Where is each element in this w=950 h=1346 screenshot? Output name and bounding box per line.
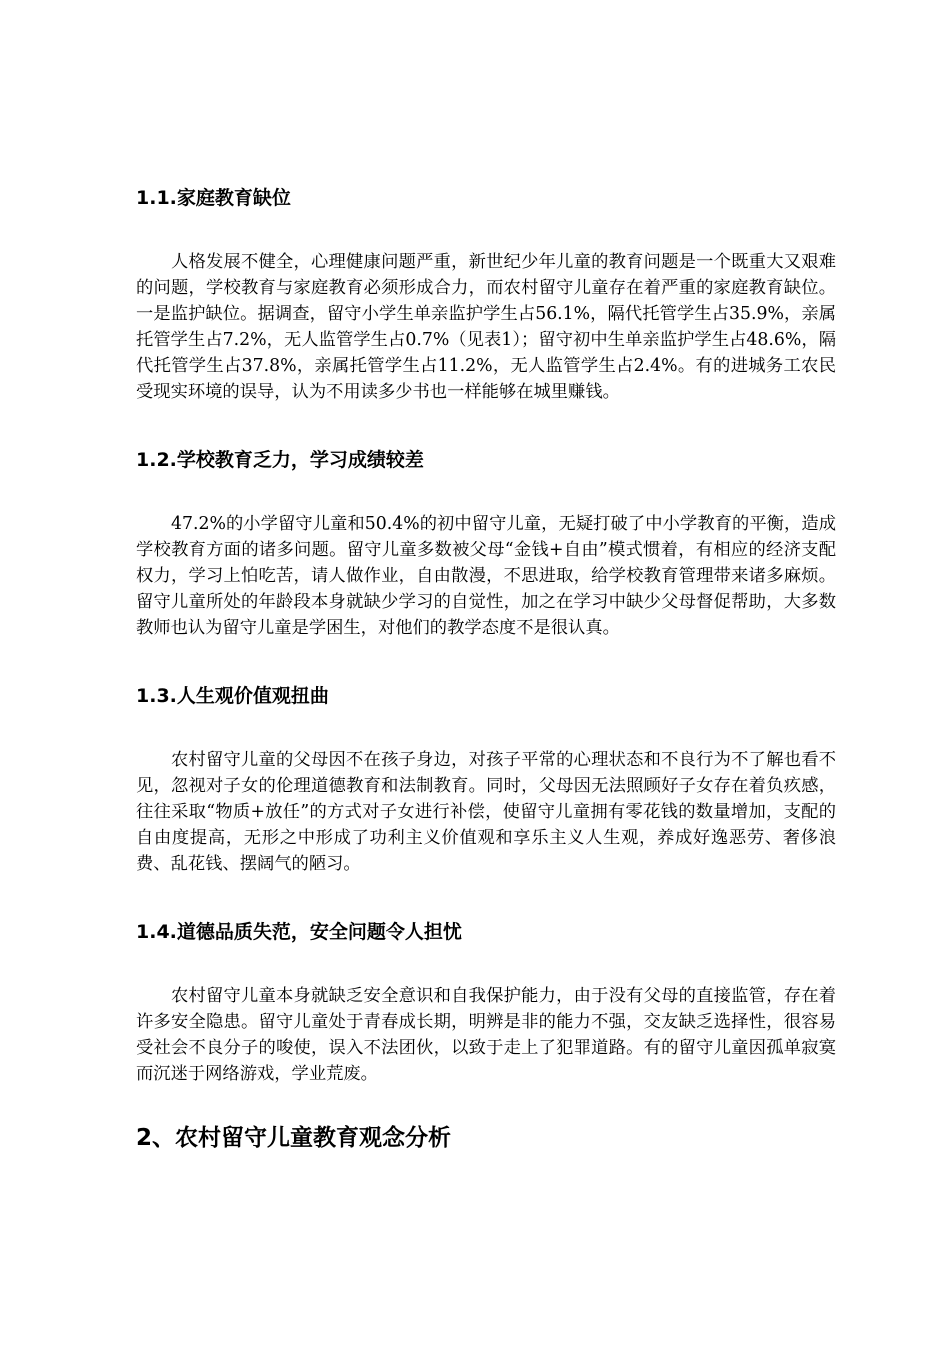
document-body (136, 183, 836, 1155)
chapter-heading: 2、农村留守儿童教育观念分析 (136, 1125, 452, 1151)
section-paragraph: 农村留守儿童本身就缺乏安全意识和自我保护能力，由于没有父母的直接监管，存在着许多安全隐患。留守儿童处于青春成长期，明辨是非的能力不强，交友缺乏选择性，很容易受社会不良分子的唆使，误入不法团伙，以致于走上了犯罪道路。有的留守儿童因孤单寂寞而沉迷于网络游戏，学业荒废。 (136, 986, 836, 1084)
section-heading: 1.3.人生观价值观扭曲 (136, 685, 329, 707)
section-1-3 (136, 681, 836, 877)
section-heading: 1.4.道德品质失范，安全问题令人担忧 (136, 921, 462, 943)
section-1-4 (136, 917, 836, 1087)
section-heading: 1.1.家庭教育缺位 (136, 187, 291, 209)
section-paragraph: 人格发展不健全，心理健康问题严重，新世纪少年儿童的教育问题是一个既重大又艰难的问题，学校教育与家庭教育必须形成合力，而农村留守儿童存在着严重的家庭教育缺位。一是监护缺位。据调查，留守小学生单亲监护学生占56.1%，隔代托管学生占35.9%，亲属托管学生占7.2%，无人监管学生占0.7%（见表1）；留守初中生单亲监护学生占48.6%，隔代托管学生占37.8%，亲属托管学生占11.2%，无人监管学生占2.4%。有的进城务工农民受现实环境的误导，认为不用读多少书也一样能够在城里赚钱。 (136, 252, 836, 402)
section-1-1 (136, 183, 836, 405)
section-paragraph: 47.2%的小学留守儿童和50.4%的初中留守儿童，无疑打破了中小学教育的平衡，造成学校教育方面的诸多问题。留守儿童多数被父母“金钱+自由”模式惯着，有相应的经济支配权力，学习上怕吃苦，请人做作业，自由散漫，不思进取，给学校教育管理带来诸多麻烦。留守儿童所处的年龄段本身就缺少学习的自觉性，加之在学习中缺少父母督促帮助，大多数教师也认为留守儿童是学困生，对他们的教学态度不是很认真。 (136, 514, 836, 638)
section-1-2 (136, 445, 836, 641)
section-paragraph: 农村留守儿童的父母因不在孩子身边，对孩子平常的心理状态和不良行为不了解也看不见，忽视对子女的伦理道德教育和法制教育。同时，父母因无法照顾好子女存在着负疚感，往往采取“物质+放任”的方式对子女进行补偿，使留守儿童拥有零花钱的数量增加，支配的自由度提高，无形之中形成了功利主义价值观和享乐主义人生观，养成好逸恶劳、奢侈浪费、乱花钱、摆阔气的陋习。 (136, 750, 836, 874)
section-heading: 1.2.学校教育乏力，学习成绩较差 (136, 449, 424, 471)
